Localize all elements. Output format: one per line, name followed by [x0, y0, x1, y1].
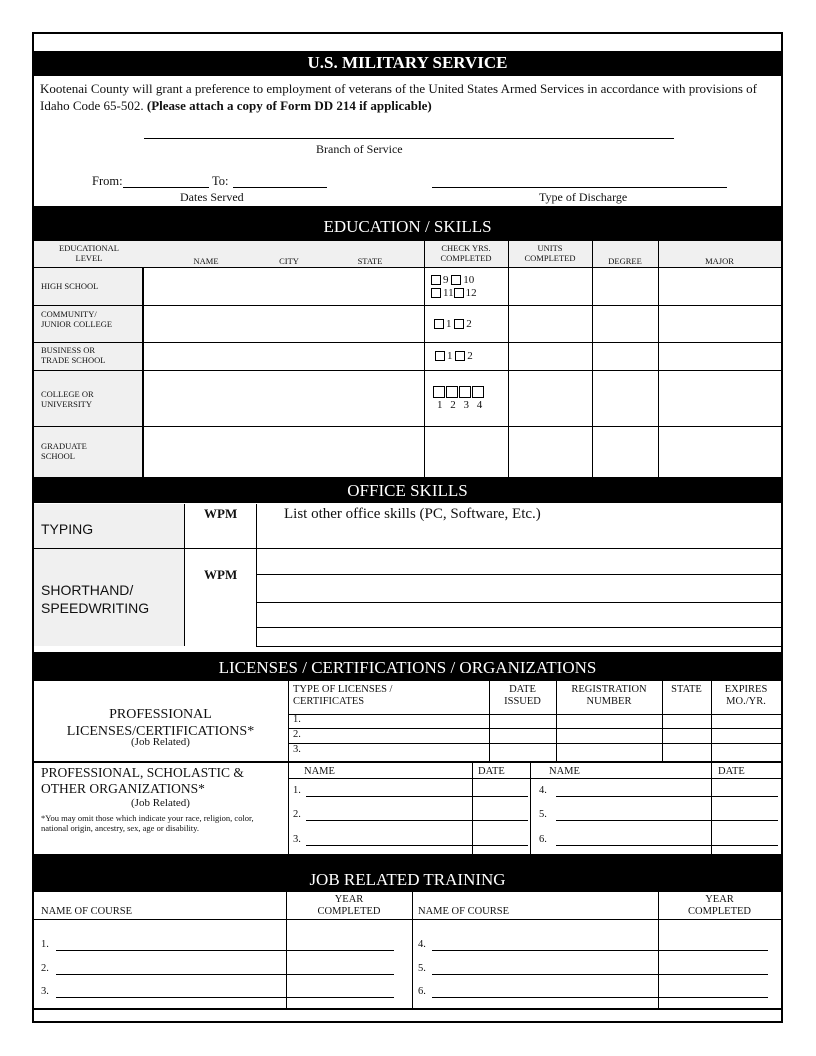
application-form-page — [32, 32, 783, 1023]
license-type-header: TYPE OF LICENSES / CERTIFICATES — [293, 684, 393, 707]
training-section-title: JOB RELATED TRAINING — [34, 854, 781, 892]
org-row-4-num: 4. — [539, 785, 547, 796]
edu-header-city: CITY — [279, 256, 299, 266]
college-year-4-label: 4 — [476, 399, 483, 411]
other-office-skills-label: List other office skills (PC, Software, Etc.) — [284, 506, 541, 522]
hs-year-10-label: 10 — [463, 274, 475, 286]
org-6-name-field[interactable] — [556, 845, 778, 846]
edu-header-check: CHECK YRS. COMPLETED — [440, 243, 492, 263]
training-4-year-field[interactable] — [658, 950, 768, 951]
college-year-4-checkbox[interactable] — [472, 386, 484, 398]
shorthand-label: SHORTHAND/ SPEEDWRITING — [41, 582, 150, 616]
type-of-discharge-label: Type of Discharge — [539, 190, 628, 204]
org-row-5-num: 5. — [539, 809, 547, 820]
hs-year-12-checkbox[interactable] — [454, 288, 464, 298]
training-2-year-field[interactable] — [286, 974, 394, 975]
training-2-course-field[interactable] — [56, 974, 286, 975]
edu-header-name: NAME — [193, 256, 219, 266]
hs-years — [431, 274, 477, 300]
hs-year-11-checkbox[interactable] — [431, 288, 441, 298]
college-years — [433, 386, 486, 412]
edu-header-degree: DEGREE — [608, 256, 642, 266]
training-year-header-right: YEAR COMPLETED — [688, 894, 751, 917]
license-row-2-num: 2. — [293, 729, 301, 740]
org-name-header-left: NAME — [304, 766, 335, 777]
license-date-issued-header: DATE ISSUED — [504, 684, 541, 707]
licenses-section-title: LICENSES / CERTIFICATIONS / ORGANIZATIONS — [34, 652, 781, 680]
typing-wpm-label: WPM — [204, 506, 238, 521]
from-label: From: — [92, 174, 123, 188]
org-2-name-field[interactable] — [306, 820, 528, 821]
training-row-2-num: 2. — [41, 963, 49, 974]
training-year-header-left: YEAR COMPLETED — [317, 894, 381, 917]
training-course-header-left: NAME OF COURSE — [41, 906, 133, 917]
org-date-header-left: DATE — [478, 766, 505, 777]
org-1-name-field[interactable] — [306, 796, 528, 797]
cc-year-1-label: 1 — [446, 318, 452, 330]
military-intro-text: Kootenai County will grant a preference to employment of veterans of the United States Armed Services in accordance with provisions of Idaho Code 65-502. — [40, 81, 757, 113]
training-row-3-num: 3. — [41, 986, 49, 997]
edu-header-state: STATE — [357, 256, 383, 266]
dates-served-label: Dates Served — [180, 190, 244, 204]
office-skills-title: OFFICE SKILLS — [34, 477, 781, 503]
cc-year-2-checkbox[interactable] — [454, 319, 464, 329]
organizations-job-related: (Job Related) — [131, 797, 190, 809]
college-year-2-checkbox[interactable] — [446, 386, 458, 398]
training-row-4-num: 4. — [418, 939, 426, 950]
prof-licenses-job-related: (Job Related) — [131, 736, 190, 748]
training-3-course-field[interactable] — [56, 997, 286, 998]
organizations-footnote: *You may omit those which indicate your race, religion, color, national origin, ancestry, sex, age or disability. — [41, 813, 254, 833]
cc-years — [434, 318, 472, 330]
training-1-course-field[interactable] — [56, 950, 286, 951]
college-year-3-checkbox[interactable] — [459, 386, 471, 398]
organizations-label: PROFESSIONAL, SCHOLASTIC & OTHER ORGANIZATIONS* — [41, 765, 244, 796]
hs-year-9-label: 9 — [443, 274, 449, 286]
training-3-year-field[interactable] — [286, 997, 394, 998]
org-5-name-field[interactable] — [556, 820, 778, 821]
license-registration-header: REGISTRATION NUMBER — [571, 684, 647, 707]
edu-header-major: MAJOR — [705, 256, 734, 266]
college-year-2-label: 2 — [450, 399, 456, 411]
edu-level-graduate: GRADUATE SCHOOL — [41, 441, 87, 461]
training-course-header-right: NAME OF COURSE — [418, 906, 510, 917]
training-5-course-field[interactable] — [432, 974, 658, 975]
hs-year-12-label: 12 — [465, 287, 477, 299]
edu-header-units: UNITS COMPLETED — [524, 243, 576, 263]
training-row-5-num: 5. — [418, 963, 426, 974]
edu-level-college-university: COLLEGE OR UNIVERSITY — [41, 389, 94, 409]
college-year-1-label: 1 — [437, 399, 443, 411]
training-6-course-field[interactable] — [432, 997, 658, 998]
training-row-1-num: 1. — [41, 939, 49, 950]
dd214-note: (Please attach a copy of Form DD 214 if applicable) — [146, 98, 432, 113]
org-row-2-num: 2. — [293, 809, 301, 820]
edu-level-high-school: HIGH SCHOOL — [41, 281, 99, 291]
typing-label: TYPING — [41, 521, 94, 537]
military-section-title: U.S. MILITARY SERVICE — [34, 51, 781, 76]
hs-year-9-checkbox[interactable] — [431, 275, 441, 285]
license-expires-header: EXPIRES MO./YR. — [724, 684, 768, 707]
from-date-field[interactable] — [123, 187, 209, 188]
training-5-year-field[interactable] — [658, 974, 768, 975]
to-date-field[interactable] — [233, 187, 327, 188]
trade-year-1-checkbox[interactable] — [435, 351, 445, 361]
license-row-3-num: 3. — [293, 744, 301, 755]
edu-level-business-trade: BUSINESS OR TRADE SCHOOL — [41, 345, 106, 365]
hs-year-11-label: 11 — [443, 287, 454, 299]
org-4-name-field[interactable] — [556, 796, 778, 797]
org-row-1-num: 1. — [293, 785, 301, 796]
shorthand-wpm-label: WPM — [204, 567, 238, 582]
org-name-header-right: NAME — [549, 766, 580, 777]
edu-level-community-college: COMMUNITY/ JUNIOR COLLEGE — [41, 309, 113, 329]
training-6-year-field[interactable] — [658, 997, 768, 998]
trade-year-2-checkbox[interactable] — [455, 351, 465, 361]
training-4-course-field[interactable] — [432, 950, 658, 951]
military-intro — [40, 80, 778, 114]
edu-header-level: EDUCATIONAL LEVEL — [59, 243, 119, 263]
license-state-header: STATE — [671, 684, 702, 695]
branch-of-service-field[interactable] — [144, 138, 674, 139]
type-of-discharge-field[interactable] — [432, 187, 727, 188]
trade-years — [435, 350, 473, 362]
training-1-year-field[interactable] — [286, 950, 394, 951]
license-row-1-num: 1. — [293, 714, 301, 725]
org-row-3-num: 3. — [293, 834, 301, 845]
to-label: To: — [212, 174, 229, 188]
cc-year-2-label: 2 — [466, 318, 472, 330]
cc-year-1-checkbox[interactable] — [434, 319, 444, 329]
trade-year-2-label: 2 — [467, 350, 473, 362]
trade-year-1-label: 1 — [447, 350, 453, 362]
org-row-6-num: 6. — [539, 834, 547, 845]
branch-of-service-label: Branch of Service — [316, 142, 403, 156]
education-section-title: EDUCATION / SKILLS — [34, 206, 781, 241]
college-year-1-checkbox[interactable] — [433, 386, 445, 398]
org-date-header-right: DATE — [718, 766, 745, 777]
college-year-3-label: 3 — [463, 399, 469, 411]
training-row-6-num: 6. — [418, 986, 426, 997]
hs-year-10-checkbox[interactable] — [451, 275, 461, 285]
org-3-name-field[interactable] — [306, 845, 528, 846]
prof-licenses-label: PROFESSIONAL LICENSES/CERTIFICATIONS* — [66, 707, 255, 739]
